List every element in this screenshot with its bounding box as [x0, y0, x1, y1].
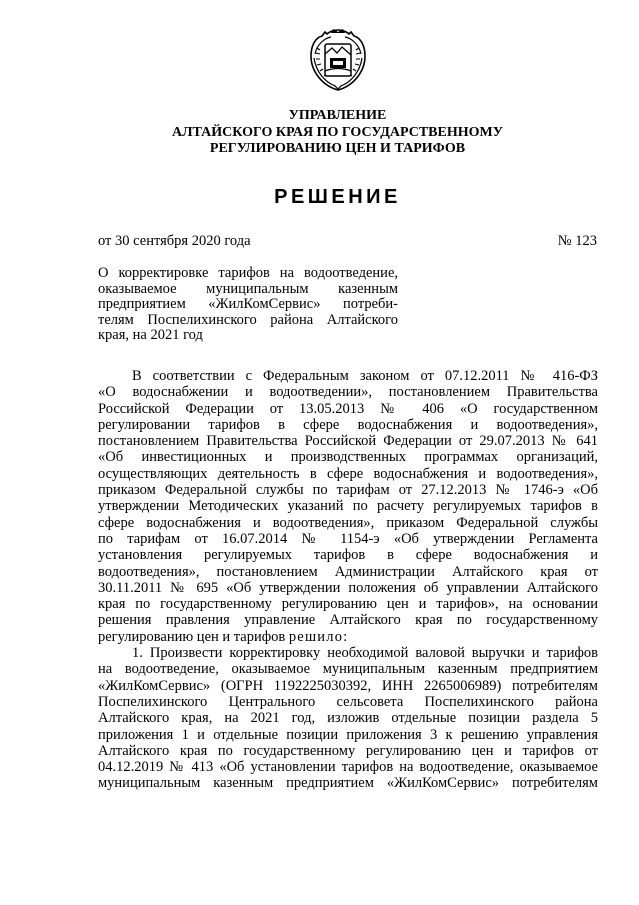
- body-line: водоотведения», постановлением Администрации Алтайского края от: [98, 563, 598, 580]
- body-line: «ЖилКомСервис» (ОГРН 1192225030392, ИНН 2265006989) потребителям: [98, 677, 598, 694]
- body-line: 1. Произвести корректировку необходимой валовой выручки и тарифов: [132, 645, 598, 662]
- body-line: постановлением Правительства Российской Федерации от 29.07.2013 № 641: [98, 433, 598, 450]
- organization-name-line-3: РЕГУЛИРОВАНИЮ ЦЕН И ТАРИФОВ: [209, 141, 466, 156]
- body-line: «О водоснабжении и водоотведении», постановлением Правительства: [98, 384, 598, 401]
- body-line: приказом Федеральной службы по тарифам от 27.12.2013 № 1746-э «Об: [98, 482, 598, 499]
- body-line: Поспелихинского Центрального сельсовета Поспелихинского района: [98, 693, 598, 710]
- subject-line: телям Поспелихинского района Алтайского: [98, 311, 398, 328]
- document-date: от 30 сентября 2020 года: [98, 233, 251, 249]
- body-line: 30.11.2011 № 695 «Об утверждении положения об управлении Алтайского: [98, 579, 598, 596]
- body-line: на водоотведение, оказываемое муниципальным казенным предприятием: [98, 661, 598, 678]
- document-number: № 123: [557, 233, 597, 249]
- document-subject: [98, 266, 398, 344]
- resolution-keyword: решило: [288, 628, 344, 645]
- body-line: утверждении Методических указаний по расчету регулируемых тарифов в: [98, 498, 598, 515]
- body-line: Российской Федерации от 13.05.2013 № 406 «О государственном: [98, 400, 598, 417]
- body-line: осуществляющих деятельность в сфере водоснабжения и водоотведения»,: [98, 465, 598, 482]
- body-line: по тарифам от 16.07.2014 № 1154-э «Об утверждении Регламента: [98, 530, 598, 547]
- body-line: решения правления управление Алтайского края по государственному: [98, 612, 598, 629]
- body-line: регулировании тарифов в сфере водоснабжения и водоотведения»,: [98, 416, 598, 433]
- organization-name-line-2: АЛТАЙСКОГО КРАЯ ПО ГОСУДАРСТВЕННОМУ: [172, 125, 503, 140]
- body-line: края по государственному регулированию цен и тарифов», на основании: [98, 596, 598, 613]
- body-line: [98, 629, 598, 645]
- subject-line: предприятием «ЖилКомСервис» потреби-: [98, 296, 398, 313]
- document-title: РЕШЕНИЕ: [274, 186, 401, 208]
- document-body: [98, 368, 598, 792]
- subject-line: О корректировке тарифов на водоотведение,: [98, 265, 398, 281]
- subject-line: оказываемое муниципальным казенным: [98, 280, 398, 297]
- body-line: установления регулируемых тарифов в сфере водоснабжения и: [98, 547, 598, 564]
- body-line: сфере водоснабжения и водоотведения», приказом Федеральной службы: [98, 514, 598, 531]
- organization-name-line-1: УПРАВЛЕНИЕ: [288, 108, 387, 123]
- body-line: приложения 1 и отдельные позиции приложения 3 к решению управления: [98, 726, 598, 743]
- body-line: Алтайского края по государственному регулированию цен и тарифов от: [98, 742, 598, 759]
- body-line: Алтайского края, на 2021 год, изложив отдельные позиции раздела 5: [98, 710, 598, 727]
- resolution-colon: :: [343, 628, 348, 645]
- subject-line: края, на 2021 год: [98, 327, 203, 344]
- coat-of-arms-icon: [307, 28, 369, 92]
- body-line: 04.12.2019 № 413 «Об установлении тарифов на водоотведение, оказываемое: [98, 759, 598, 776]
- body-line: «Об инвестиционных и производственных программах организаций,: [98, 449, 598, 466]
- body-line-text: регулированию цен и тарифов: [98, 628, 286, 645]
- body-line: муниципальным казенным предприятием «ЖилКомСервис» потребителям: [98, 775, 598, 792]
- body-line: В соответствии с Федеральным законом от 07.12.2011 № 416-ФЗ: [132, 368, 598, 384]
